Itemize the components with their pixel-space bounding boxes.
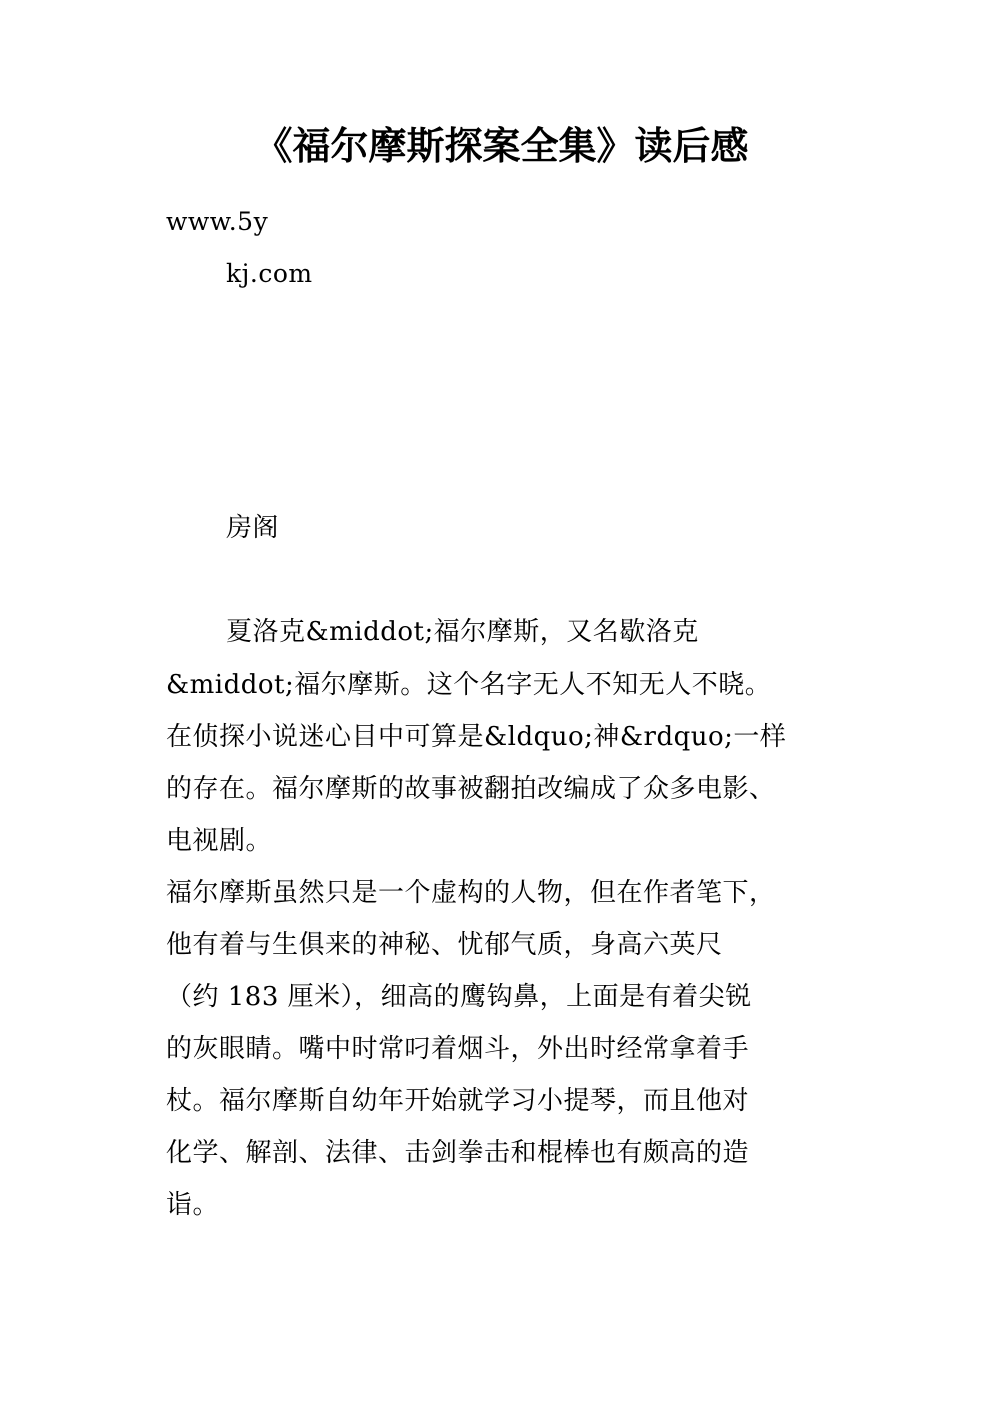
paragraph-line: 电视剧。	[166, 826, 273, 856]
paragraph-line: 化学、解剖、法律、击剑拳击和棍棒也有颇高的造	[166, 1138, 750, 1168]
paragraph-line: 福尔摩斯虽然只是一个虚构的人物，但在作者笔下，	[166, 878, 776, 908]
author-name: 房阁	[226, 513, 280, 543]
source-url-part-2: kj.com	[226, 259, 313, 288]
paragraph-line: 的存在。福尔摩斯的故事被翻拍改编成了众多电影、	[166, 774, 776, 804]
paragraph-line: 诣。	[166, 1190, 220, 1220]
paragraph-line: 在侦探小说迷心目中可算是&ldquo;神&rdquo;一样	[166, 722, 787, 752]
paragraph-line: 夏洛克&middot;福尔摩斯，又名歇洛克	[226, 617, 699, 647]
paragraph-line: 的灰眼睛。嘴中时常叼着烟斗，外出时经常拿着手	[166, 1034, 750, 1064]
paragraph-line: 他有着与生俱来的神秘、忧郁气质，身高六英尺	[166, 930, 723, 960]
paragraph-line: &middot;福尔摩斯。这个名字无人不知无人不晓。	[166, 670, 772, 700]
paragraph-line: 杖。福尔摩斯自幼年开始就学习小提琴，而且他对	[166, 1086, 750, 1116]
paragraph-line: （约 183 厘米），细高的鹰钩鼻，上面是有着尖锐	[166, 982, 752, 1012]
document-title: 《福尔摩斯探案全集》读后感	[254, 124, 749, 168]
source-url-part-1: www.5y	[166, 207, 269, 236]
